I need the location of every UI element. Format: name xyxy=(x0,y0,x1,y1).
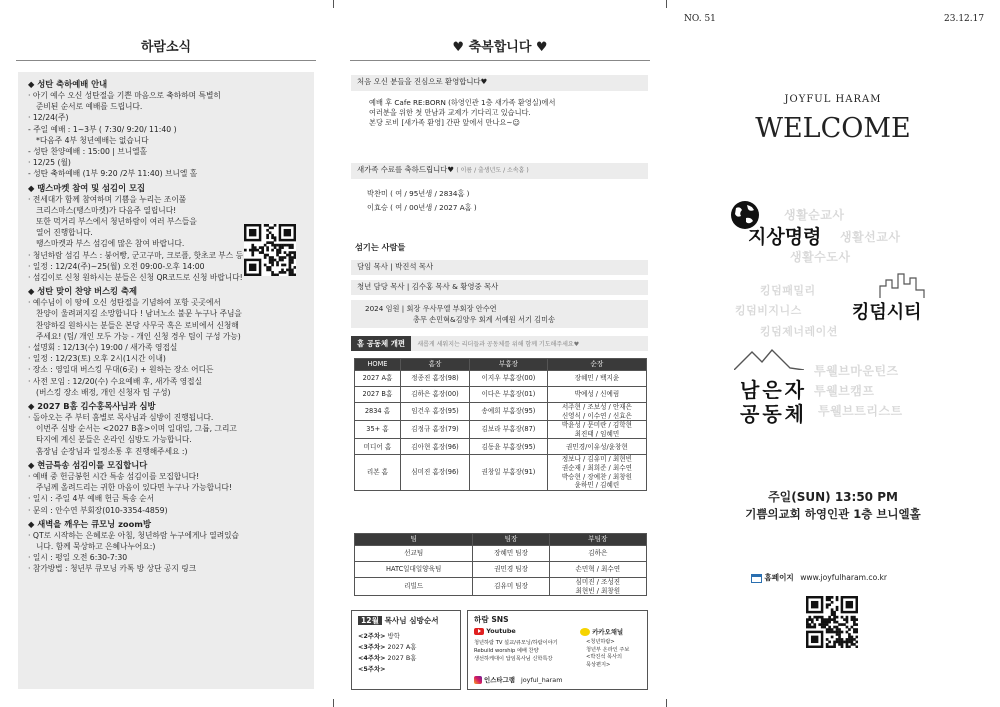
announcement-line: · 전세대가 함께 참여하며 기쁨을 누리는 조이풀 xyxy=(28,194,187,204)
announcement-title: ◆ 땡스마켓 참여 및 섬김이 모집 xyxy=(28,182,146,193)
group-title: 홈 공동체 개편 xyxy=(351,336,411,351)
table-cell: 이지우 부홈장(00) xyxy=(470,371,548,387)
vision-main-text: 남은자 xyxy=(740,378,807,402)
announcements-panel xyxy=(18,72,314,689)
vision-main-text: 지상명령 xyxy=(748,226,822,248)
announcement-block xyxy=(28,459,304,516)
welcome-title: WELCOME xyxy=(755,113,911,144)
blessing-heading: ♥ 축복합니다 ♥ xyxy=(350,36,650,56)
table-cell: 손민혁 / 최수연 xyxy=(549,562,646,578)
table-cell: 심미진 / 조성진 최현빈 / 최창원 xyxy=(549,578,646,596)
announcement-block xyxy=(28,400,304,457)
groups-table xyxy=(354,358,647,491)
table-row xyxy=(355,562,647,578)
instagram-link[interactable] xyxy=(474,675,562,684)
youth-pastor-bar: 청년 담당 목사 | 김수홍 목사 & 황영중 목사 xyxy=(351,280,648,295)
table-cell: 김아현 홈장(96) xyxy=(400,439,469,455)
table-header: HOME xyxy=(355,359,401,371)
kakao-line: 묵상편지> xyxy=(586,661,611,668)
announcement-line: · 일시 : 평일 오전 6:30-7:30 xyxy=(28,553,128,563)
vision-ring-text: 킹덤비지니스 xyxy=(735,304,802,317)
youtube-lines xyxy=(474,639,558,663)
youtube-line: 청년하람 TV 설교/큐모닝/하람이야기 xyxy=(474,640,558,646)
trim-mark xyxy=(333,0,334,8)
table-cell: 김유미 팀장 xyxy=(473,578,549,596)
table-cell: 미디어 홈 xyxy=(355,439,401,455)
kakao-line: 청년부 온라인 주보 xyxy=(586,646,630,653)
qr-code-icon[interactable] xyxy=(806,596,858,648)
announcement-line: · 12/25 (월) xyxy=(28,158,71,168)
table-cell: 김보라 부홈장(87) xyxy=(470,421,548,439)
trim-mark xyxy=(666,699,667,707)
officers-line: 총무 손민혁&김양우 회계 서예원 서기 김미송 xyxy=(413,315,556,324)
visit-row: <5주차> xyxy=(358,665,386,673)
youtube-line: Rebuild worship 예배 찬양 xyxy=(474,648,539,654)
announcement-title: ◆ 현금특송 섬김이를 모집합니다 xyxy=(28,459,148,470)
table-row xyxy=(355,578,647,596)
visit-title: 목사님 심방순서 xyxy=(384,616,439,625)
qr-code-icon[interactable] xyxy=(244,224,296,276)
visit-row: <3주차> 2027 A홈 xyxy=(358,643,417,651)
table-row xyxy=(355,455,647,490)
newcomer-item: 박찬미 ( 여 / 95년생 / 2834홈 ) xyxy=(367,189,470,198)
announcement-line: 니다. 함께 묵상하고 은혜나누어요:) xyxy=(36,541,156,551)
group-title-bar xyxy=(351,336,648,351)
table-cell: 리빌드 xyxy=(355,578,473,596)
table-cell: 장혜민 / 백지윤 xyxy=(547,371,646,387)
table-cell: 심미진 홈장(96) xyxy=(400,455,469,490)
browser-icon xyxy=(751,574,762,583)
mountain-icon xyxy=(734,348,804,370)
announcement-line: 이번주 심방 순서는 <2027 B홈>이며 일대일, 그룹, 그리고 xyxy=(36,424,237,434)
table-cell: 박예성 / 신예림 xyxy=(547,387,646,403)
announcement-line: 열어 진행합니다. xyxy=(36,228,93,238)
newcomer-item: 이효승 ( 여 / 00년생 / 2027 A홈 ) xyxy=(367,203,477,212)
table-cell: 김동윤 부홈장(95) xyxy=(470,439,548,455)
table-header: 팀장 xyxy=(473,534,549,546)
vision-ring-text: 투웰브마운틴즈 xyxy=(814,364,899,378)
vision-ring-text: 생활순교사 xyxy=(784,208,845,222)
announcement-line: (버스킹 장소 배정, 개인 신청자 팀 구성) xyxy=(36,387,171,397)
kakao-line: <청년하람> xyxy=(586,639,615,645)
announcement-line: 또한 먹거리 부스에서 청년하람이 여러 부스들을 xyxy=(36,217,197,227)
announcement-line: · 참가방법 : 청년부 큐모닝 카톡 방 상단 공지 링크 xyxy=(28,564,197,574)
announcement-line: · 예수님이 이 땅에 오신 성탄절을 기념하여 포항 곳곳에서 xyxy=(28,298,221,308)
pastor-bar: 담임 목사 | 박진석 목사 xyxy=(351,260,648,275)
announcement-block xyxy=(28,285,304,398)
announcement-line: - 성탄 찬양예배 : 15:00 | 브니엘홀 xyxy=(28,147,148,157)
vision-ring-text: 킹덤제너레이션 xyxy=(760,325,838,338)
sns-box xyxy=(467,610,648,690)
table-cell: 2027 B홈 xyxy=(355,387,401,403)
announcement-line: · QT로 시작하는 은혜로운 아침, 청년하람 누구에게나 열려있습 xyxy=(28,530,239,540)
welcome-bar: 처음 오신 분들을 진심으로 환영합니다♥ xyxy=(351,75,648,91)
table-cell: 권창일 부홈장(91) xyxy=(470,455,548,490)
announcement-line: 홈장님 순장님과 일정소통 후 진행해주세요 :) xyxy=(36,446,188,456)
announcement-block xyxy=(28,78,304,180)
announcement-line: 찬양하길 원하시는 분들은 본당 사무국 혹은 로비에서 신청해 xyxy=(36,320,239,330)
announcement-line: · 문의 : 안수연 부회장(010-3354-4859) xyxy=(28,505,168,515)
table-row xyxy=(355,371,647,387)
table-cell: 김정규 홈장(79) xyxy=(400,421,469,439)
officers-box xyxy=(351,300,648,328)
visit-row: <2주차> 방학 xyxy=(358,632,400,640)
table-cell: 권민경/이유성/윤창현 xyxy=(547,439,646,455)
table-header: 팀 xyxy=(355,534,473,546)
kakao-line: <박진석 목사의 xyxy=(586,654,623,660)
announcement-line: 타지에 계신 분들은 온라인 심방도 가능합니다. xyxy=(36,435,192,445)
visit-month: 12월 xyxy=(358,616,382,625)
table-row xyxy=(355,439,647,455)
visit-schedule-box xyxy=(351,610,461,690)
visit-header xyxy=(358,615,454,626)
newcomer-note: ( 이름 / 출생년도 / 소속홈 ) xyxy=(456,167,529,174)
youtube-label: Youtube xyxy=(486,627,516,635)
newcomer-bar-label: 새가족 수료를 축하드립니다♥ xyxy=(357,165,454,174)
announcement-title: ◆ 성탄 맞이 찬양 버스킹 축제 xyxy=(28,286,137,297)
kakao-lines xyxy=(586,639,629,669)
announcement-line: · 예배 중 헌금봉헌 시간 특송 섬김이를 모집합니다! xyxy=(28,471,200,481)
trim-mark xyxy=(666,0,667,8)
vision-main-text: 킹덤시티 xyxy=(852,302,922,323)
trim-mark xyxy=(333,699,334,707)
table-cell: 이다은 부홈장(01) xyxy=(470,387,548,403)
homepage-link[interactable] xyxy=(751,572,887,583)
table-cell: 김하은 xyxy=(549,546,646,562)
announcement-line: 주님께 올려드리는 귀한 마음이 있다면 누구나 가능합니다! xyxy=(36,483,232,493)
vision-ring-text: 생활선교사 xyxy=(840,230,901,244)
vision-ring-text: 킹덤패밀리 xyxy=(760,284,816,297)
subtitle: JOYFUL HARAM xyxy=(784,94,882,105)
table-cell: 서주현 / 조보성 / 안재은 신영식 / 이수연 / 신효은 xyxy=(547,403,646,421)
teams-table xyxy=(354,533,647,596)
announcement-line: - 성탄 축하예배 (1부 9:20 /2부 11:40) 브니엘 홀 xyxy=(28,169,198,179)
table-cell: 2834 홈 xyxy=(355,403,401,421)
youtube-link[interactable] xyxy=(474,627,516,635)
table-row xyxy=(355,403,647,421)
table-header: 부홈장 xyxy=(470,359,548,371)
table-row xyxy=(355,421,647,439)
announcement-line: - 주일 예배 : 1~3부 ( 7:30/ 9:20/ 11:40 ) xyxy=(28,124,177,134)
table-cell: 권민경 팀장 xyxy=(473,562,549,578)
welcome-line: 여러분을 위한 첫 만남과 교제가 기다리고 있습니다. xyxy=(369,108,531,117)
sns-title: 하람 SNS xyxy=(474,615,509,624)
table-cell: 김하은 홈장(00) xyxy=(400,387,469,403)
kakao-icon xyxy=(580,628,590,636)
table-cell: 장혜민 팀장 xyxy=(473,546,549,562)
group-note: 새롭게 세워지는 리더들과 공동체를 위해 함께 기도해주세요♥ xyxy=(417,341,580,348)
issue-number: NO. 51 xyxy=(684,14,716,24)
homepage-label: 홈페이지 xyxy=(764,573,794,582)
vision-ring-text: 생활수도사 xyxy=(790,250,851,264)
announcement-line: *다음주 4부 청년예배는 없습니다 xyxy=(36,135,149,145)
newcomer-bar xyxy=(351,163,648,179)
table-row xyxy=(355,387,647,403)
announcements-heading: 하람소식 xyxy=(16,36,316,56)
announcement-line: 주세요! (팀/ 개인 모두 가능 - 개인 신청 경우 팀이 구성 가능) xyxy=(36,331,241,341)
announcement-line: · 설명회 : 12/13(수) 19:00 / 새가족 영접실 xyxy=(28,343,178,353)
homepage-url: www.joyfulharam.co.kr xyxy=(800,573,888,582)
kakao-link[interactable] xyxy=(580,627,623,636)
table-cell: 35+ 홈 xyxy=(355,421,401,439)
table-cell: 정종진 홈장(98) xyxy=(400,371,469,387)
announcement-title: ◆ 성탄 축하예배 안내 xyxy=(28,79,108,89)
visit-rows xyxy=(358,631,454,675)
kakao-label: 카카오채널 xyxy=(592,628,624,636)
vision-ring-text: 투웰브트리스트 xyxy=(818,404,903,418)
announcement-line: · 장소 : 영일대 버스킹 무대(6곳) + 원하는 장소 어디든 xyxy=(28,365,214,375)
welcome-line: 본당 로비 [새가족 환영] 간판 앞에서 만나요~☺ xyxy=(369,118,520,127)
service-time: 주일(SUN) 13:50 PM xyxy=(768,490,898,504)
announcement-block xyxy=(28,518,304,575)
table-cell: HATC일대일양육팀 xyxy=(355,562,473,578)
welcome-line: 예배 후 Cafe RE:BORN (하영인관 1층 새가족 환영실)에서 xyxy=(369,98,556,107)
service-place: 기쁨의교회 하영인관 1층 브니엘홀 xyxy=(745,507,921,521)
announcement-line: 준비된 순서로 예배를 드립니다. xyxy=(36,102,143,112)
table-cell: 2027 A홈 xyxy=(355,371,401,387)
announcement-line: 찬양이 울려퍼지길 소망합니다 ! 남녀노소 불문 누구나 주님을 xyxy=(36,309,242,319)
instagram-icon xyxy=(474,676,482,684)
announcement-line: · 섬김이로 신청 원하시는 분들은 신청 QR코드로 신청 바랍니다! xyxy=(28,273,243,283)
table-cell: 정보나 / 김유미 / 최현빈 권순재 / 최희준 / 최수연 박승현 / 장예찬 / 최창원 윤하민 / 김혜린 xyxy=(547,455,646,490)
announcement-line: · 일정 : 12/23(토) 오후 2시(1시간 이내) xyxy=(28,354,166,364)
announcement-line: · 사전 모임 : 12/20(수) 수요예배 후, 새가족 영접실 xyxy=(28,376,202,386)
table-cell: 송예희 부홈장(95) xyxy=(470,403,548,421)
table-header: 부팀장 xyxy=(549,534,646,546)
announcement-line: · 일시 : 주일 4부 예배 헌금 특송 순서 xyxy=(28,494,155,504)
table-cell: 선교팀 xyxy=(355,546,473,562)
announcement-line: 땡스마켓과 부스 섬김에 많은 참여 바랍니다. xyxy=(36,239,185,249)
announcement-line: · 아기 예수 오신 성탄절을 기쁜 마음으로 축하하며 특별히 xyxy=(28,91,221,100)
announcement-line: · 12/24(주) xyxy=(28,113,69,123)
city-skyline-icon xyxy=(878,268,926,298)
visit-row: <4주차> 2027 B홈 xyxy=(358,654,417,662)
issue-date: 23.12.17 xyxy=(944,14,985,24)
table-row xyxy=(355,546,647,562)
newcomer-list xyxy=(367,187,477,215)
announcement-title: ◆ 2027 B홈 김수홍목사님과 심방 xyxy=(28,401,156,412)
vision-ring-text: 투웰브캠프 xyxy=(814,384,875,398)
table-cell: 임건우 홈장(95) xyxy=(400,403,469,421)
instagram-id: joyful_haram xyxy=(520,676,563,684)
announcement-line: · 청년하람 섬김 부스 : 붕어빵, 군고구마, 크로플, 핫초코 부스 등 xyxy=(28,250,244,260)
announcement-line: 크리스마스(땡스마켓)가 다음주 열립니다! xyxy=(36,205,177,215)
welcome-text xyxy=(369,98,555,128)
youtube-line: 생선하케대이 답임목사님 신학특강 xyxy=(474,656,553,662)
announcement-title: ◆ 새벽을 깨우는 큐모닝 zoom방 xyxy=(28,518,151,529)
table-cell: 박윤성 / 문미란 / 김학현 최진태 / 임혜민 xyxy=(547,421,646,439)
officers-line: 2024 임원 | 회장 우사무엘 부회장 안수연 xyxy=(365,304,497,313)
table-header: 순장 xyxy=(547,359,646,371)
youtube-icon xyxy=(474,628,484,635)
announcement-line: · 일정 : 12/24(주)~25(월) 오전 09:00-오후 14:00 xyxy=(28,261,205,271)
servants-title: 섬기는 사람들 xyxy=(355,242,406,252)
instagram-label: 인스타그램 xyxy=(484,676,515,684)
announcement-line: · 돌아오는 주 부터 홈별로 목사님과 심방이 진행됩니다. xyxy=(28,413,214,423)
table-cell: 리본 홈 xyxy=(355,455,401,490)
vision-main-text: 공동체 xyxy=(740,402,807,426)
table-header: 홈장 xyxy=(400,359,469,371)
